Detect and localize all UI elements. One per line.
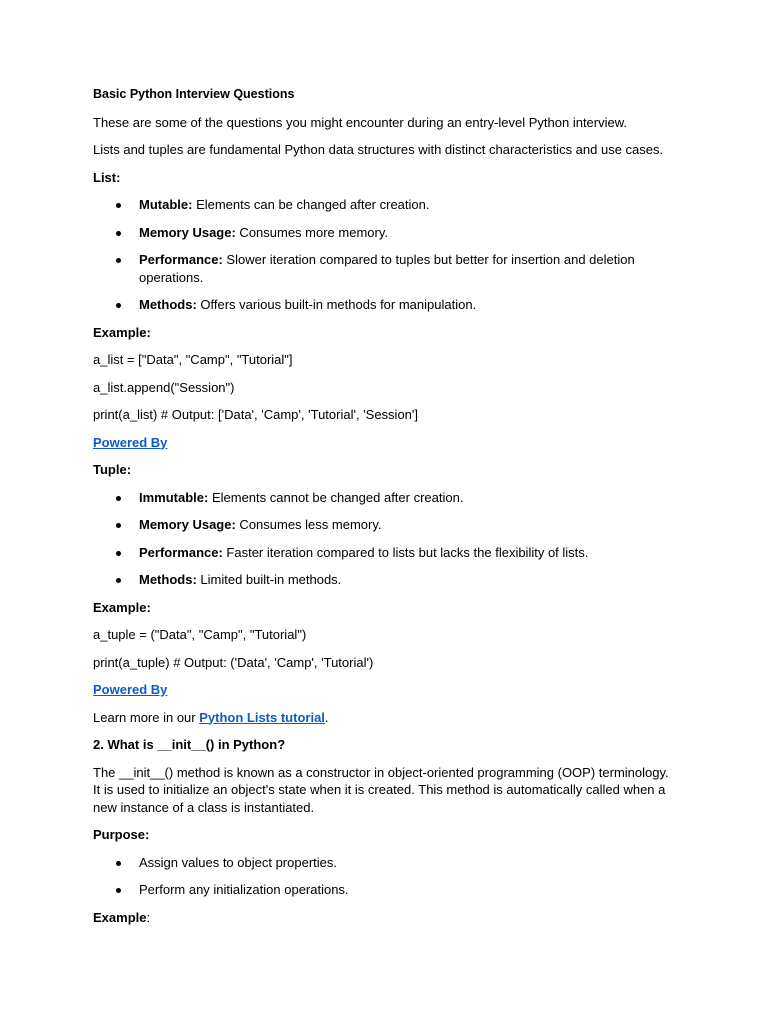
bullet-icon: [116, 231, 121, 236]
tuple-item-memory: Memory Usage: Consumes less memory.: [93, 516, 675, 534]
list-item-memory: Memory Usage: Consumes more memory.: [93, 224, 675, 242]
bullet-icon: [116, 551, 121, 556]
list-item-mutable: Mutable: Elements can be changed after creation.: [93, 196, 675, 214]
document-title: Basic Python Interview Questions: [93, 87, 295, 101]
bullet-icon: [116, 578, 121, 583]
tuple-item-performance: Performance: Faster iteration compared to lists but lacks the flexibility of lists.: [93, 544, 675, 562]
tuple-characteristics: [93, 489, 675, 589]
list-heading: List:: [93, 169, 121, 185]
learn-more-paragraph: Learn more in our Python Lists tutorial.: [93, 709, 329, 725]
tuple-item-immutable: Immutable: Elements cannot be changed after creation.: [93, 489, 675, 507]
purpose-item: Assign values to object properties.: [93, 854, 675, 872]
bullet-icon: [116, 258, 121, 263]
purpose-item: Perform any initialization operations.: [93, 881, 675, 899]
document-page: [93, 86, 675, 936]
intro-paragraph: These are some of the questions you might encounter during an entry-level Python interview.: [93, 114, 628, 130]
bullet-icon: [116, 888, 121, 893]
bullet-icon: [116, 303, 121, 308]
list-item-performance: Performance: Slower iteration compared to tuples but better for insertion and deletion operations.: [93, 251, 675, 286]
powered-by-link[interactable]: Powered By: [93, 682, 168, 697]
purpose-heading: Purpose:: [93, 827, 150, 842]
bullet-icon: [116, 203, 121, 208]
tuple-item-methods: Methods: Limited built-in methods.: [93, 571, 675, 589]
list-code-line-3: print(a_list) # Output: ['Data', 'Camp', 'Tutorial', 'Session']: [93, 407, 418, 422]
q2-heading: 2. What is __init__() in Python?: [93, 737, 286, 752]
purpose-list: [93, 854, 675, 899]
q2-example-heading: Example:: [93, 909, 151, 925]
bullet-icon: [116, 496, 121, 501]
lists-intro-paragraph: Lists and tuples are fundamental Python data structures with distinct characteristics and use cases.: [93, 142, 664, 157]
q2-body: The __init__() method is known as a constructor in object-oriented programming (OOP) terminology. It is used to initialize an object's state when it is created. This method is automatically called when a new instance of a class is instantiated.: [93, 764, 669, 815]
tuple-example-heading: Example:: [93, 599, 151, 615]
list-code-line-1: a_list = ["Data", "Camp", "Tutorial"]: [93, 352, 293, 367]
tuple-code-line-2: print(a_tuple) # Output: ('Data', 'Camp', 'Tutorial'): [93, 654, 374, 670]
list-characteristics: [93, 196, 675, 314]
bullet-icon: [116, 523, 121, 528]
powered-by-link[interactable]: Powered By: [93, 434, 168, 450]
list-powered-by: [93, 434, 675, 452]
tuple-powered-by: [93, 681, 675, 699]
tuple-heading: Tuple:: [93, 462, 132, 477]
list-example-heading: Example:: [93, 324, 151, 340]
python-lists-tutorial-link[interactable]: Python Lists tutorial: [199, 709, 325, 725]
list-code-line-2: a_list.append("Session"): [93, 379, 235, 395]
list-item-methods: Methods: Offers various built-in methods for manipulation.: [93, 296, 675, 314]
tuple-code-line-1: a_tuple = ("Data", "Camp", "Tutorial"): [93, 627, 307, 642]
bullet-icon: [116, 861, 121, 866]
